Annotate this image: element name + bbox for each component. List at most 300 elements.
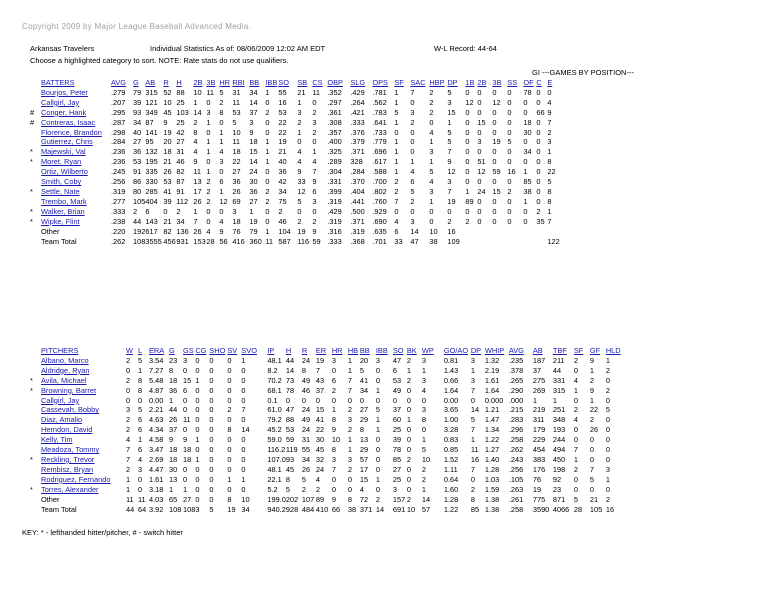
player-name-link[interactable]: Contreras, Isaac (41, 117, 96, 127)
pitching-sort-wp[interactable]: WP (421, 346, 434, 355)
batting-row (30, 137, 560, 147)
batting-stat-e: 0 (547, 87, 552, 97)
pitching-sort-sv[interactable]: SV (227, 346, 238, 355)
player-name-link[interactable]: Diaz, Amalio (41, 415, 83, 425)
batting-stat-obp: .304 (327, 167, 342, 177)
batting-stat-3b (492, 227, 507, 237)
batting-col-header (507, 78, 523, 88)
batting-sort-batters[interactable]: BATTERS (41, 78, 75, 87)
pitching-stat-sho: 0 (209, 375, 214, 385)
pitching-stat-ibb: 0 (375, 445, 380, 455)
batting-stat-3b: 0 (492, 196, 497, 206)
pitching-stat-whip: 1.34 (484, 425, 500, 435)
pitching-stat-gs: 1 (183, 484, 188, 494)
pitching-stat-tbf: 23 (552, 484, 562, 494)
batting-sort-bb[interactable]: BB (249, 78, 260, 87)
pitching-stat-ab: 19 (532, 484, 542, 494)
pitching-sort-tbf[interactable]: TBF (552, 346, 567, 355)
batting-sort-ss[interactable]: SS (507, 78, 518, 87)
pitching-sort-ibb[interactable]: IBB (375, 346, 388, 355)
player-name-link[interactable]: Meadoza, Tommy (41, 445, 100, 455)
batting-stat-c: 0 (536, 157, 541, 167)
batting-stat-ss: 0 (507, 196, 512, 206)
batting-stat-ops: .760 (372, 196, 387, 206)
pitching-sort-ab[interactable]: AB (532, 346, 543, 355)
pitching-stat-so: 60 (392, 415, 402, 425)
pitching-col-header (138, 346, 149, 356)
batting-stat-3b: 0 (492, 216, 497, 226)
batting-sort-3b[interactable]: 3B (492, 78, 502, 87)
pitching-stat-tbf: 198 (552, 464, 566, 474)
pitching-stat-era: 4.87 (149, 385, 164, 395)
batting-stat-bb: 79 (249, 226, 258, 236)
pitching-stat-ab: 187 (532, 355, 546, 365)
batting-stat-slg: .500 (350, 206, 365, 216)
pitching-stat-sho: 0 (209, 464, 214, 474)
batting-stat-ibb: 2 (265, 186, 270, 196)
pitching-sort-gs[interactable]: GS (183, 346, 194, 355)
batting-stat-2b: 0 (477, 196, 482, 206)
player-name-link[interactable]: Avila, Michael (41, 375, 87, 385)
pitching-stat-wp: 14 (421, 494, 431, 504)
pitching-stat-hr: 0 (331, 365, 336, 375)
batting-stat-2b: 17 (193, 186, 202, 196)
batting-stat-1b (465, 227, 477, 237)
batting-stat-of: 0 (523, 157, 528, 167)
batting-stat-ab: 132 (145, 147, 158, 157)
batting-stat-c: 0 (536, 137, 541, 147)
pitching-stat-wp: 0 (421, 425, 426, 435)
batting-sort-sf[interactable]: SF (394, 78, 404, 87)
batting-stat-ops: .733 (372, 127, 387, 137)
batting-stat-hr: 4 (219, 216, 224, 226)
pitching-stat-dp: 7 (470, 385, 475, 395)
batting-stat-so: 75 (278, 196, 287, 206)
pitching-stat-bk: 0 (406, 445, 411, 455)
batting-stat-sac: 0 (410, 127, 415, 137)
batting-stat-slg: .319 (350, 226, 365, 236)
pitching-sort-l[interactable]: L (138, 346, 143, 355)
batting-sort-sb[interactable]: SB (297, 78, 308, 87)
batting-stat-bb: 18 (249, 137, 258, 147)
batting-stat-hr: 5 (219, 87, 224, 97)
pitching-stat-whip: 1.59 (484, 484, 500, 494)
handedness-marker (30, 445, 41, 455)
batting-stat-g: 105 (133, 196, 146, 206)
batting-col-header (372, 78, 394, 88)
batting-stat-ss (507, 237, 523, 247)
pitching-stat-so: 49 (392, 385, 402, 395)
player-name-cell: Team Total (41, 504, 77, 514)
batting-row (30, 227, 560, 237)
batting-stat-3b: 0 (492, 87, 497, 97)
pitching-stat-hb: 3 (347, 415, 352, 425)
pitching-stat-ip: 22.1 (267, 474, 282, 484)
player-name-link[interactable]: Albano, Marco (41, 355, 89, 365)
batting-sort-2b[interactable]: 2B (477, 78, 487, 87)
pitching-stat-r: 55 (301, 445, 311, 455)
pitching-stat-hr: 3 (331, 454, 336, 464)
pitching-stat-g: 108 (169, 504, 182, 514)
batting-stat-hbp: 4 (429, 177, 434, 187)
batting-stat-ibb: 1 (265, 137, 270, 147)
player-name-link[interactable]: Settle, Nate (41, 186, 80, 196)
pitching-sort-so[interactable]: SO (392, 346, 404, 355)
batting-sort-ibb[interactable]: IBB (265, 78, 278, 87)
batting-col-header (523, 78, 536, 88)
batting-stat-avg: .220 (111, 226, 126, 236)
pitching-stat-avg: .256 (508, 464, 524, 474)
player-name-link[interactable]: Conger, Hank (41, 107, 87, 117)
pitching-stat-r: 49 (301, 415, 311, 425)
pitching-stat-sf: 2 (573, 405, 578, 415)
pitching-stat-go-ao: 1.00 (443, 415, 459, 425)
pitching-stat-er: 89 (315, 494, 325, 504)
pitching-stat-cg: 0 (195, 484, 200, 494)
pitching-stat-sf: 0 (573, 484, 578, 494)
pitching-stat-go-ao: 1.60 (443, 484, 459, 494)
batting-stat-2b: 8 (193, 127, 198, 137)
pitching-sort-dp[interactable]: DP (470, 346, 482, 355)
batting-stat-bb: 30 (249, 177, 258, 187)
pitching-stat-er: 30 (315, 435, 325, 445)
batting-stat-c: 0 (536, 147, 541, 157)
pitching-sort-er[interactable]: ER (315, 346, 327, 355)
pitching-stat-avg: .105 (508, 474, 524, 484)
pitching-sort-go-ao[interactable]: GO/AO (443, 346, 469, 355)
batting-stat-2b: 24 (477, 186, 486, 196)
pitching-stat-gs: 0 (183, 464, 188, 474)
batting-stat-ss: 0 (507, 216, 512, 226)
batting-stat-1b (465, 237, 477, 247)
batting-sort-slg[interactable]: SLG (350, 78, 366, 87)
pitching-stat-h: 202 (285, 494, 299, 504)
handedness-marker: # (30, 117, 35, 127)
pitching-sort-svo[interactable]: SVO (241, 346, 257, 355)
batting-stat-ibb: 0 (265, 97, 270, 107)
batting-stat-2b: 2 (193, 117, 198, 127)
batting-stat-3b: 1 (206, 117, 211, 127)
pitching-stat-svo: 7 (241, 405, 246, 415)
pitching-stat-gs: 108 (183, 504, 196, 514)
pitching-stat-dp: 2 (470, 484, 475, 494)
batting-stat-slg: .284 (350, 167, 365, 177)
pitching-col-header (149, 346, 169, 356)
handedness-marker (30, 495, 41, 505)
pitching-stat-h: 59 (285, 435, 295, 445)
pitching-sort-bb[interactable]: BB (359, 346, 370, 355)
batting-sort-of[interactable]: OF (523, 78, 534, 87)
batting-sort-so[interactable]: SO (278, 78, 290, 87)
batting-col-header (394, 78, 410, 88)
player-name-link[interactable]: Browning, Barret (41, 385, 97, 395)
batting-stat-dp: 7 (447, 147, 452, 157)
pitching-sort-hld[interactable]: HLD (605, 346, 621, 355)
player-name-link[interactable]: Trembo, Mark (41, 196, 87, 206)
pitching-sort-hb[interactable]: HB (347, 346, 359, 355)
batting-stat-hbp: 4 (429, 127, 434, 137)
batting-stat-obp: .289 (327, 157, 342, 167)
batting-stat-avg: .236 (111, 147, 126, 157)
batting-stat-c: 0 (536, 196, 541, 206)
pitching-stat-ip: 940.2 (267, 504, 286, 514)
player-name-cell (41, 485, 126, 495)
batting-stat-ops: .617 (372, 157, 387, 167)
pitching-stat-r: 0 (301, 395, 306, 405)
pitching-stat-l: 4 (138, 454, 143, 464)
batting-stat-dp: 5 (447, 127, 452, 137)
batting-stat-hr: 1 (219, 137, 224, 147)
batting-stat-cs: 9 (312, 226, 317, 236)
batting-stat-e: 5 (547, 177, 552, 187)
batting-stat-so: 2 (278, 206, 283, 216)
player-name-link[interactable]: Rodriguez, Fernando (41, 474, 111, 484)
pitching-stat-tbf: 44 (552, 365, 562, 375)
batting-sort-3b[interactable]: 3B (206, 78, 216, 87)
player-name-link[interactable]: Cassevah, Bobby (41, 405, 99, 415)
handedness-marker (30, 405, 41, 415)
pitching-stat-sho: 0 (209, 365, 214, 375)
batting-stat-obp: .400 (327, 137, 342, 147)
batting-stat-sb: 3 (297, 107, 302, 117)
batting-stat-3b: 59 (492, 167, 501, 177)
batting-sort-sac[interactable]: SAC (410, 78, 426, 87)
pitching-stat-gs: 11 (183, 415, 191, 425)
batting-col-header (547, 78, 559, 88)
batting-stat-sf: 1 (394, 157, 399, 167)
player-name-cell (41, 376, 126, 386)
batting-stat-hr: 9 (219, 226, 224, 236)
player-name-link[interactable]: Walker, Brian (41, 206, 85, 216)
batting-sort-cs[interactable]: CS (312, 78, 323, 87)
batting-sort-rbi[interactable]: RBI (232, 78, 245, 87)
pitching-stat-tbf: 331 (552, 375, 566, 385)
pitching-stat-sf: 28 (573, 504, 583, 514)
batting-stat-ops: .696 (372, 147, 387, 157)
pitching-stat-ab: 454 (532, 445, 546, 455)
pitching-stat-er: 43 (315, 375, 325, 385)
pitching-sort-gf[interactable]: GF (589, 346, 601, 355)
player-name-link[interactable]: Ortiz, Wilberto (41, 167, 88, 177)
pitching-stat-so: 27 (392, 464, 402, 474)
batting-stat-rbi: 3 (232, 206, 237, 216)
player-name-cell (41, 157, 111, 167)
player-name-link[interactable]: Kelly, Tim (41, 435, 73, 445)
pitching-sort-ip[interactable]: IP (267, 346, 275, 355)
pitching-stat-gf: 1 (589, 365, 594, 375)
batting-sort-c[interactable]: C (536, 78, 542, 87)
pitching-sort-era[interactable]: ERA (149, 346, 165, 355)
pitching-stat-hr: 1 (331, 405, 336, 415)
pitching-stat-g: 30 (169, 464, 178, 474)
pitching-stat-gs: 0 (183, 395, 188, 405)
batting-stat-c: 0 (536, 177, 541, 187)
player-name-link[interactable]: Herndon, David (41, 425, 93, 435)
batting-stat-ibb: 0 (265, 167, 270, 177)
pitching-col-header (509, 346, 533, 356)
batting-sort-hr[interactable]: HR (219, 78, 231, 87)
batting-sort-g[interactable]: G (133, 78, 139, 87)
player-name-link[interactable]: Rembisz, Bryan (41, 464, 94, 474)
batting-stat-3b: 0 (492, 127, 497, 137)
player-name-link[interactable]: Aldridge, Ryan (41, 365, 90, 375)
games-by-position-label: GI ---GAMES BY POSITION--- (532, 68, 634, 77)
batting-stat-hr: 3 (219, 157, 224, 167)
batting-sort-2b[interactable]: 2B (193, 78, 203, 87)
player-name-link[interactable]: Bourjos, Peter (41, 87, 88, 97)
batting-stat-sac: 0 (410, 137, 415, 147)
pitching-stat-sf: 4 (573, 375, 578, 385)
batting-stat-2b: 0 (477, 127, 482, 137)
pitching-stat-avg: .296 (508, 425, 524, 435)
batting-stat-ops: .781 (372, 87, 387, 97)
batting-stat-ibb: 1 (265, 157, 270, 167)
pitching-sort-avg[interactable]: AVG (508, 346, 524, 355)
handedness-marker (30, 177, 41, 187)
pitching-sort-hr[interactable]: HR (331, 346, 343, 355)
batting-stat-of: 34 (523, 147, 532, 157)
pitching-sort-sho[interactable]: SHO (209, 346, 226, 355)
pitching-stat-sf: 0 (573, 474, 578, 484)
batting-sort-ops[interactable]: OPS (372, 78, 388, 87)
pitching-sort-whip[interactable]: WHIP (484, 346, 505, 355)
pitching-stat-era: 2.69 (149, 454, 164, 464)
pitching-sort-h[interactable]: H (285, 346, 292, 355)
pitching-stat-go-ao: 1.43 (443, 365, 459, 375)
batting-stat-dp: 15 (447, 107, 456, 117)
pitching-col-header (209, 346, 227, 356)
batting-stat-3b: 0 (206, 127, 211, 137)
pitching-col-header (553, 346, 574, 356)
player-name-cell (41, 137, 111, 147)
player-name-cell (41, 177, 111, 187)
batting-stat-sb: 116 (297, 236, 310, 246)
pitching-stat-whip: 1.27 (484, 445, 500, 455)
player-name-link[interactable]: Majewski, Val (41, 147, 86, 157)
batting-row (30, 197, 560, 207)
player-name-cell (41, 147, 111, 157)
handedness-marker: * (30, 147, 33, 157)
batting-stat-sf: 2 (394, 177, 399, 187)
pitching-stat-ibb: 1 (375, 385, 380, 395)
batting-stat-so: 587 (278, 236, 291, 246)
player-name-link[interactable]: Moret, Ryan (41, 157, 82, 167)
batting-stat-3b: 2 (206, 186, 211, 196)
player-name-link[interactable]: Callgirl, Jay (41, 395, 80, 405)
batting-col-header (429, 78, 447, 88)
player-name-link[interactable]: Florence, Brandon (41, 127, 102, 137)
pitching-stat-gf: 5 (589, 474, 594, 484)
batting-stat-obp: .325 (327, 147, 342, 157)
pitching-stat-h: 78 (285, 385, 295, 395)
pitching-stat-sf: 5 (573, 494, 578, 504)
pitching-stat-er: 24 (315, 464, 325, 474)
batting-stat-slg: .379 (350, 137, 365, 147)
pitching-col-header (485, 346, 509, 356)
batting-stat-dp: 16 (447, 226, 456, 236)
batting-stat-2b: 0 (477, 97, 482, 107)
batting-stat-ab: 330 (145, 177, 158, 187)
pitching-stat-sf: 4 (573, 415, 578, 425)
batting-sort-h[interactable]: H (176, 78, 182, 87)
pitching-col-header (126, 346, 138, 356)
batting-sort-r[interactable]: R (163, 78, 169, 87)
batting-sort-e[interactable]: E (547, 78, 553, 87)
pitching-stat-svo: 0 (241, 365, 246, 375)
batting-stat-sf: 0 (394, 127, 399, 137)
batting-stat-1b: 0 (465, 206, 470, 216)
batting-col-header (232, 78, 249, 88)
pitching-stat-svo: 1 (241, 474, 246, 484)
pitching-sort-r[interactable]: R (301, 346, 308, 355)
pitching-sort-g[interactable]: G (169, 346, 175, 355)
pitching-stat-ip: 79.2 (267, 415, 282, 425)
pitching-stat-sv: 0 (227, 415, 232, 425)
batting-sort-1b[interactable]: 1B (465, 78, 475, 87)
pitching-stat-wp: 1 (421, 365, 426, 375)
batting-sort-avg[interactable]: AVG (111, 78, 127, 87)
player-name-cell (41, 445, 126, 455)
batting-stat-3b: 4 (206, 226, 211, 236)
pitching-stat-l: 0 (138, 474, 143, 484)
batting-stat-c: 0 (536, 127, 541, 137)
player-name-link[interactable]: Torres, Alexander (41, 484, 99, 494)
batting-stat-sac: 0 (410, 97, 415, 107)
pitching-sort-w[interactable]: W (126, 346, 133, 355)
pitching-stat-avg: .283 (508, 415, 524, 425)
batting-stat-e: 7 (547, 216, 552, 226)
player-name-link[interactable]: Reckling, Trevor (41, 454, 95, 464)
pitching-stat-bk: 0 (406, 425, 411, 435)
player-name-link[interactable]: Smith, Coby (41, 177, 82, 187)
player-name-link[interactable]: Gutierrez, Chris (41, 137, 93, 147)
pitching-sort-cg[interactable]: CG (195, 346, 207, 355)
batting-stat-hbp: 38 (429, 236, 438, 246)
pitching-sort-pitchers[interactable]: PITCHERS (41, 346, 79, 355)
player-name-link[interactable]: Callgirl, Jay (41, 97, 80, 107)
pitching-stat-hld: 2 (605, 365, 610, 375)
pitching-stat-g: 26 (169, 415, 178, 425)
pitching-stat-gf: 1 (589, 395, 594, 405)
pitching-stat-so: 3 (392, 484, 397, 494)
batting-stat-2b: 11 (193, 167, 202, 177)
pitching-stat-g: 23 (169, 355, 178, 365)
batting-sort-ab[interactable]: AB (145, 78, 156, 87)
pitching-stat-whip: 1.32 (484, 355, 500, 365)
batting-stat-of: 18 (523, 117, 532, 127)
pitching-stat-gs: 15 (183, 375, 192, 385)
pitching-stat-era: 3.47 (149, 445, 164, 455)
batting-stat-hbp: 3 (429, 186, 434, 196)
batting-sort-dp[interactable]: DP (447, 78, 458, 87)
batting-sort-hbp[interactable]: HBP (429, 78, 445, 87)
batting-stat-cs: 2 (312, 107, 317, 117)
player-name-cell (41, 475, 126, 485)
pitching-stat-r: 2 (301, 484, 306, 494)
pitching-stat-dp: 1 (470, 365, 475, 375)
batting-stat-ibb: 0 (265, 117, 270, 127)
pitching-row (30, 405, 622, 415)
batting-stat-hr: 1 (219, 127, 224, 137)
player-name-link[interactable]: Wipke, Flint (41, 216, 80, 226)
pitching-stat-wp: 3 (421, 405, 426, 415)
batting-stat-avg: .256 (111, 177, 126, 187)
batting-sort-obp[interactable]: OBP (327, 78, 343, 87)
pitching-sort-bk[interactable]: BK (406, 346, 417, 355)
batting-col-header (133, 78, 145, 88)
pitching-sort-sf[interactable]: SF (573, 346, 584, 355)
batting-stat-avg: .236 (111, 157, 126, 167)
